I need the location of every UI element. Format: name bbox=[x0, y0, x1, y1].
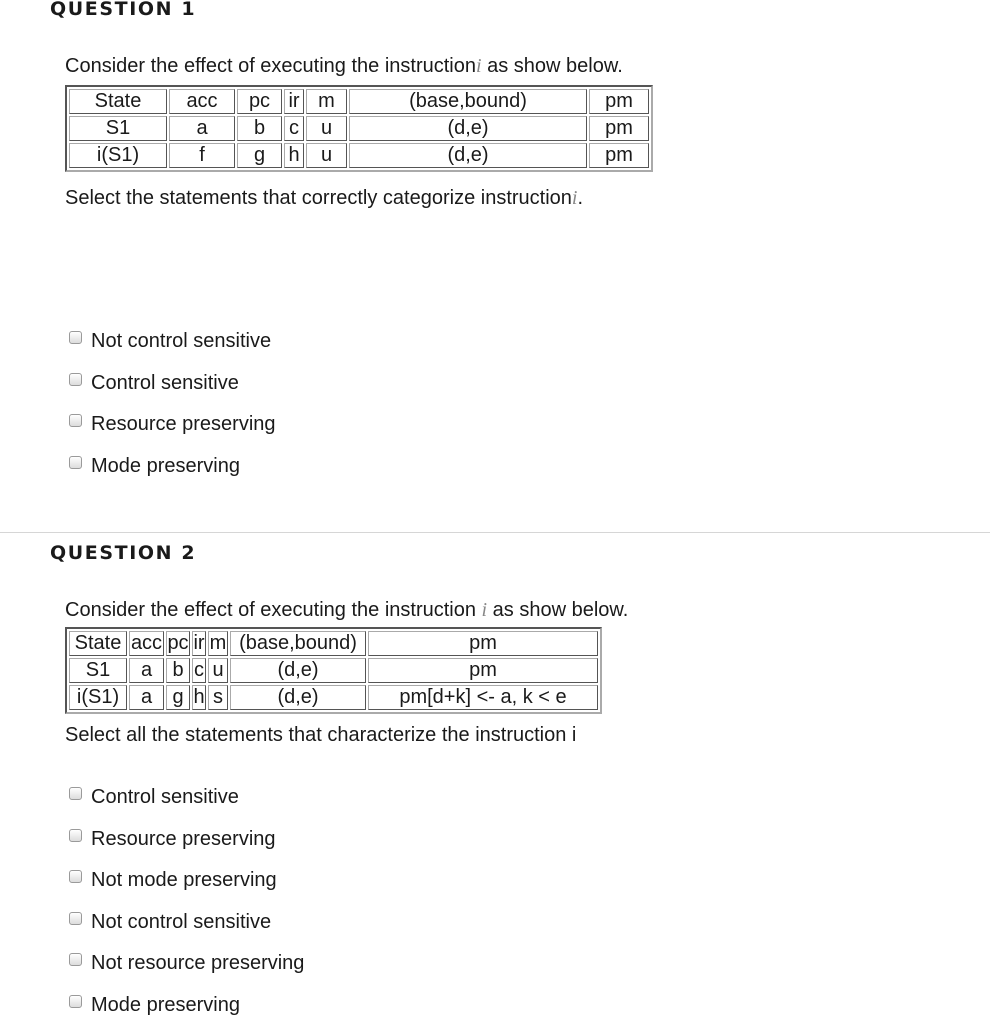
table-cell: S1 bbox=[69, 116, 167, 141]
table-cell: u bbox=[306, 143, 347, 168]
prompt-text-end: as show below. bbox=[487, 599, 628, 621]
table-cell: s bbox=[208, 685, 228, 710]
table-cell: g bbox=[166, 685, 190, 710]
option-label: Not resource preserving bbox=[91, 952, 304, 975]
question-1-options bbox=[69, 321, 276, 487]
table-cell: b bbox=[166, 658, 190, 683]
header-cell: ir bbox=[192, 631, 206, 656]
question-2-state-table bbox=[65, 627, 602, 714]
checkbox[interactable] bbox=[69, 456, 82, 469]
header-cell: ir bbox=[284, 89, 304, 114]
answer-option-resource-preserving[interactable] bbox=[69, 819, 304, 861]
header-cell: (base,bound) bbox=[230, 631, 366, 656]
table-cell: c bbox=[284, 116, 304, 141]
header-cell: acc bbox=[169, 89, 235, 114]
table-cell: c bbox=[192, 658, 206, 683]
table-cell: u bbox=[306, 116, 347, 141]
prompt-text: Consider the effect of executing the instruction bbox=[65, 599, 482, 621]
table-row bbox=[69, 143, 649, 168]
header-cell: pc bbox=[237, 89, 282, 114]
table-row bbox=[69, 116, 649, 141]
checkbox[interactable] bbox=[69, 331, 82, 344]
table-cell: h bbox=[284, 143, 304, 168]
option-label: Not control sensitive bbox=[91, 330, 271, 353]
answer-option-not-mode-preserving[interactable] bbox=[69, 860, 304, 902]
question-1-heading: QUESTION 1 bbox=[50, 0, 196, 20]
checkbox[interactable] bbox=[69, 787, 82, 800]
question-2-options bbox=[69, 777, 304, 1026]
checkbox[interactable] bbox=[69, 870, 82, 883]
instruction-variable: i bbox=[572, 187, 578, 209]
table-cell: (d,e) bbox=[349, 116, 587, 141]
table-cell: f bbox=[169, 143, 235, 168]
instruction-variable: i bbox=[476, 55, 482, 77]
header-cell: pm bbox=[368, 631, 598, 656]
table-cell: h bbox=[192, 685, 206, 710]
select-text: Select the statements that correctly categorize instruction bbox=[65, 187, 572, 209]
option-label: Control sensitive bbox=[91, 786, 239, 809]
question-1-state-table bbox=[65, 85, 653, 172]
table-cell: i(S1) bbox=[69, 143, 167, 168]
option-label: Control sensitive bbox=[91, 372, 239, 395]
header-cell: pc bbox=[166, 631, 190, 656]
checkbox[interactable] bbox=[69, 912, 82, 925]
table-cell: pm bbox=[589, 116, 649, 141]
answer-option-not-resource-preserving[interactable] bbox=[69, 943, 304, 985]
checkbox[interactable] bbox=[69, 829, 82, 842]
checkbox[interactable] bbox=[69, 373, 82, 386]
answer-option-not-control-sensitive[interactable] bbox=[69, 321, 276, 363]
question-1-instructions bbox=[65, 187, 583, 210]
header-cell: m bbox=[208, 631, 228, 656]
option-label: Not control sensitive bbox=[91, 911, 271, 934]
table-cell: a bbox=[169, 116, 235, 141]
option-label: Resource preserving bbox=[91, 828, 276, 851]
table-cell: (d,e) bbox=[230, 658, 366, 683]
header-cell: pm bbox=[589, 89, 649, 114]
question-2-prompt bbox=[65, 599, 628, 622]
select-text-end: . bbox=[577, 187, 583, 209]
table-cell: (d,e) bbox=[349, 143, 587, 168]
checkbox[interactable] bbox=[69, 414, 82, 427]
checkbox[interactable] bbox=[69, 995, 82, 1008]
prompt-text: Consider the effect of executing the instruction bbox=[65, 55, 476, 77]
table-cell: u bbox=[208, 658, 228, 683]
question-1-prompt bbox=[65, 55, 623, 78]
option-label: Resource preserving bbox=[91, 413, 276, 436]
answer-option-control-sensitive[interactable] bbox=[69, 777, 304, 819]
question-2-heading: QUESTION 2 bbox=[50, 542, 196, 564]
header-cell: State bbox=[69, 89, 167, 114]
header-cell: m bbox=[306, 89, 347, 114]
table-cell: g bbox=[237, 143, 282, 168]
answer-option-mode-preserving[interactable] bbox=[69, 446, 276, 488]
instruction-variable: i bbox=[482, 599, 488, 621]
table-row bbox=[69, 658, 598, 683]
table-header-row bbox=[69, 631, 598, 656]
table-header-row bbox=[69, 89, 649, 114]
option-label: Not mode preserving bbox=[91, 869, 277, 892]
table-cell: (d,e) bbox=[230, 685, 366, 710]
option-label: Mode preserving bbox=[91, 994, 240, 1017]
header-cell: (base,bound) bbox=[349, 89, 587, 114]
header-cell: acc bbox=[129, 631, 164, 656]
table-cell: a bbox=[129, 658, 164, 683]
table-cell: pm bbox=[368, 658, 598, 683]
table-cell: a bbox=[129, 685, 164, 710]
table-cell: pm bbox=[589, 143, 649, 168]
question-divider bbox=[0, 532, 990, 533]
table-cell: pm[d+k] <- a, k < e bbox=[368, 685, 598, 710]
answer-option-mode-preserving[interactable] bbox=[69, 985, 304, 1026]
answer-option-resource-preserving[interactable] bbox=[69, 404, 276, 446]
prompt-text-end: as show below. bbox=[482, 55, 623, 77]
table-cell: i(S1) bbox=[69, 685, 127, 710]
option-label: Mode preserving bbox=[91, 455, 240, 478]
question-2-instructions: Select all the statements that characterize the instruction i bbox=[65, 724, 576, 747]
table-cell: S1 bbox=[69, 658, 127, 683]
answer-option-control-sensitive[interactable] bbox=[69, 363, 276, 405]
table-row bbox=[69, 685, 598, 710]
answer-option-not-control-sensitive[interactable] bbox=[69, 902, 304, 944]
header-cell: State bbox=[69, 631, 127, 656]
table-cell: b bbox=[237, 116, 282, 141]
checkbox[interactable] bbox=[69, 953, 82, 966]
